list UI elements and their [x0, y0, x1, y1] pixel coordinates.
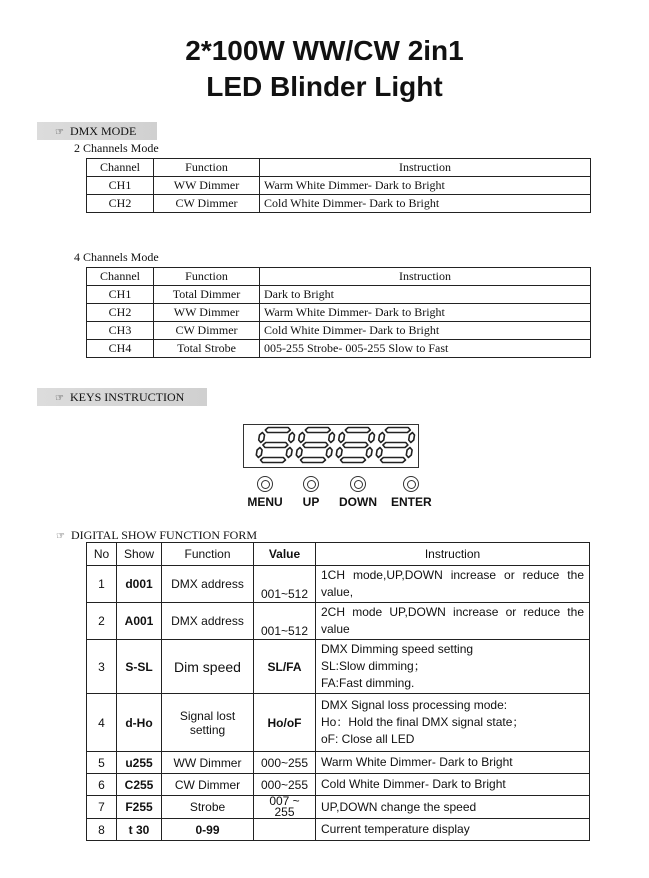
cell-instruction: Warm White Dimmer- Dark to Bright — [260, 177, 591, 195]
cell-show: C255 — [117, 774, 162, 796]
pointing-hand-icon: ☞ — [56, 531, 65, 542]
cell-channel: CH1 — [87, 286, 154, 304]
instruction-line: DMX Dimming speed setting — [321, 642, 474, 656]
menu-key[interactable] — [245, 476, 285, 509]
instruction-line: FA:Fast dimming. — [321, 676, 415, 690]
cell-function: DMX address — [162, 603, 254, 640]
header-no: No — [87, 543, 117, 566]
cell-instruction — [316, 752, 590, 774]
cell-channel: CH4 — [87, 340, 154, 358]
section-keys-instruction — [37, 388, 207, 406]
cell-function: CW Dimmer — [154, 195, 260, 213]
cell-no: 3 — [87, 640, 117, 694]
table-row — [87, 340, 591, 358]
cell-value: 001~512 — [254, 566, 316, 603]
cell-instruction — [316, 603, 590, 640]
cell-show: d001 — [117, 566, 162, 603]
table-row — [87, 304, 591, 322]
cell-value: 001~512 — [254, 603, 316, 640]
cell-instruction: Dark to Bright — [260, 286, 591, 304]
table-row — [87, 819, 590, 841]
display-digit — [256, 428, 294, 463]
cell-function: DMX address — [162, 566, 254, 603]
table-row — [87, 177, 591, 195]
header-value: Value — [254, 543, 316, 566]
table-row — [87, 640, 590, 694]
cell-show: u255 — [117, 752, 162, 774]
down-button-icon[interactable] — [350, 476, 366, 492]
cell-show: S-SL — [117, 640, 162, 694]
cell-function: Strobe — [162, 796, 254, 819]
cell-value: Ho/oF — [254, 694, 316, 752]
header-channel: Channel — [87, 159, 154, 177]
cell-no: 6 — [87, 774, 117, 796]
down-key-label: DOWN — [339, 495, 377, 509]
pointing-hand-icon: ☞ — [55, 393, 64, 404]
cell-instruction — [316, 774, 590, 796]
header-instruction: Instruction — [260, 159, 591, 177]
header-show: Show — [117, 543, 162, 566]
table-row — [87, 774, 590, 796]
two-channel-mode-caption: 2 Channels Mode — [74, 141, 159, 155]
table-header-row — [87, 543, 590, 566]
page-title-line-1: 2*100W WW/CW 2in1 — [185, 35, 464, 66]
cell-show: A001 — [117, 603, 162, 640]
led-display — [243, 424, 419, 468]
table-row — [87, 195, 591, 213]
cell-instruction — [316, 566, 590, 603]
enter-key-label: ENTER — [391, 495, 432, 509]
cell-instruction: Warm White Dimmer- Dark to Bright — [260, 304, 591, 322]
cell-value: 007 ~ 255 — [254, 796, 316, 819]
menu-button-icon[interactable] — [257, 476, 273, 492]
cell-value: 000~255 — [254, 752, 316, 774]
cell-no: 1 — [87, 566, 117, 603]
header-instruction: Instruction — [316, 543, 590, 566]
cell-no: 5 — [87, 752, 117, 774]
four-channel-table — [86, 267, 591, 358]
instruction-line: UP,DOWN change the speed — [321, 799, 477, 814]
two-channel-table — [86, 158, 591, 213]
section-dmx-mode-label: DMX MODE — [69, 124, 137, 138]
page-title-line-2: LED Blinder Light — [206, 71, 443, 102]
cell-no: 4 — [87, 694, 117, 752]
cell-function: WW Dimmer — [154, 177, 260, 195]
cell-function: Total Dimmer — [154, 286, 260, 304]
section-digital-show-label: DIGITAL SHOW FUNCTION FORM — [70, 528, 258, 542]
cell-function: Signal lost setting — [162, 694, 254, 752]
cell-no: 2 — [87, 603, 117, 640]
cell-function: WW Dimmer — [162, 752, 254, 774]
cell-channel: CH2 — [87, 195, 154, 213]
enter-key[interactable] — [391, 476, 431, 509]
instruction-line: DMX Signal loss processing mode: — [321, 698, 508, 712]
cell-show: t 30 — [117, 819, 162, 841]
table-row — [87, 694, 590, 752]
cell-no: 7 — [87, 796, 117, 819]
header-function: Function — [154, 268, 260, 286]
cell-instruction — [316, 694, 590, 752]
down-key[interactable] — [338, 476, 378, 509]
up-button-icon[interactable] — [303, 476, 319, 492]
cell-function: Total Strobe — [154, 340, 260, 358]
up-key-label: UP — [302, 495, 320, 509]
header-function: Function — [162, 543, 254, 566]
table-row — [87, 796, 590, 819]
cell-function: CW Dimmer — [154, 322, 260, 340]
table-row — [87, 752, 590, 774]
table-row — [87, 286, 591, 304]
seven-segment-digits-icon — [244, 425, 417, 466]
cell-value — [254, 819, 316, 841]
cell-show: d-Ho — [117, 694, 162, 752]
instruction-line: SL:Slow dimming； — [321, 659, 426, 673]
four-channel-mode-caption: 4 Channels Mode — [74, 250, 159, 264]
cell-function: CW Dimmer — [162, 774, 254, 796]
instruction-line: Cold White Dimmer- Dark to Bright — [321, 777, 506, 791]
cell-value: 000~255 — [254, 774, 316, 796]
header-channel: Channel — [87, 268, 154, 286]
cell-channel: CH2 — [87, 304, 154, 322]
cell-instruction — [316, 819, 590, 841]
table-header-row — [87, 268, 591, 286]
cell-function: WW Dimmer — [154, 304, 260, 322]
display-digit — [376, 428, 414, 463]
cell-channel: CH1 — [87, 177, 154, 195]
cell-no: 8 — [87, 819, 117, 841]
display-digit — [296, 428, 334, 463]
cell-channel: CH3 — [87, 322, 154, 340]
instruction-line: Warm White Dimmer- Dark to Bright — [321, 755, 513, 769]
cell-instruction — [316, 796, 590, 819]
instruction-line: Ho：Hold the final DMX signal state； — [321, 715, 525, 729]
table-header-row — [87, 159, 591, 177]
section-dmx-mode — [37, 122, 157, 140]
table-row — [87, 322, 591, 340]
enter-button-icon[interactable] — [403, 476, 419, 492]
cell-function: Dim speed — [162, 640, 254, 694]
cell-instruction — [316, 640, 590, 694]
header-function: Function — [154, 159, 260, 177]
instruction-line: 2CH mode UP,DOWN increase or reduce the value — [321, 605, 584, 636]
display-digit — [336, 428, 374, 463]
cell-function: 0-99 — [162, 819, 254, 841]
header-instruction: Instruction — [260, 268, 591, 286]
instruction-line: 1CH mode,UP,DOWN increase or reduce the value, — [321, 568, 584, 599]
up-key[interactable] — [291, 476, 331, 509]
cell-show: F255 — [117, 796, 162, 819]
cell-instruction: Cold White Dimmer- Dark to Bright — [260, 322, 591, 340]
instruction-line: oF: Close all LED — [321, 732, 415, 746]
cell-instruction: Cold White Dimmer- Dark to Bright — [260, 195, 591, 213]
table-row — [87, 566, 590, 603]
menu-key-label: MENU — [247, 495, 283, 509]
digital-show-table — [86, 542, 590, 841]
pointing-hand-icon: ☞ — [55, 127, 64, 138]
table-row — [87, 603, 590, 640]
section-keys-instruction-label: KEYS INSTRUCTION — [69, 390, 185, 404]
instruction-line: Current temperature display — [321, 822, 470, 836]
cell-instruction: 005-255 Strobe- 005-255 Slow to Fast — [260, 340, 591, 358]
cell-value: SL/FA — [254, 640, 316, 694]
